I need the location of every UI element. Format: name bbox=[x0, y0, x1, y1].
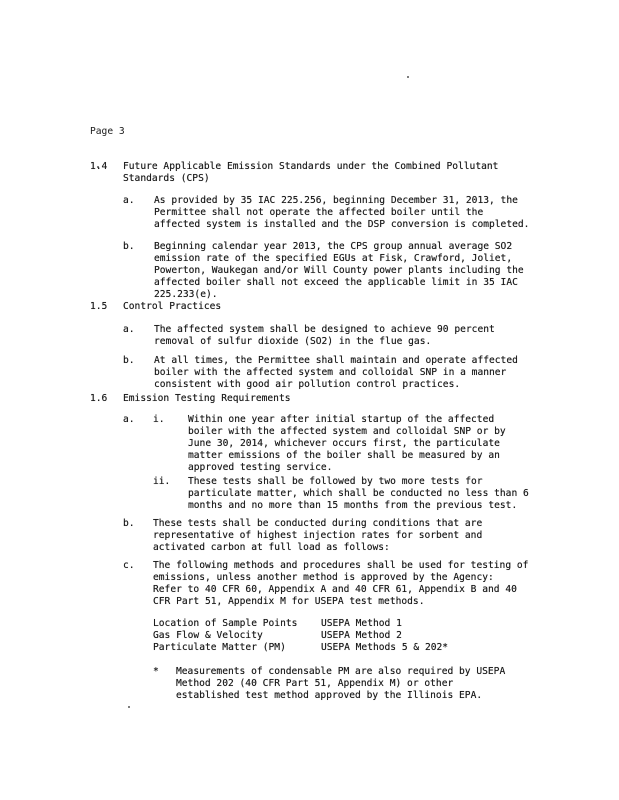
paragraph-line: representative of highest injection rates for sorbent and bbox=[153, 530, 483, 541]
footnote-line: Measurements of condensable PM are also required by USEPA bbox=[176, 666, 506, 677]
item-letter: b. bbox=[123, 355, 135, 366]
section-title: Control Practices bbox=[123, 301, 222, 312]
paragraph-line: affected boiler shall not exceed the applicable limit in 35 IAC bbox=[154, 277, 518, 288]
paragraph-line: removal of sulfur dioxide (SO2) in the flue gas. bbox=[154, 336, 432, 347]
scan-speck bbox=[407, 76, 409, 78]
paragraph-line: particulate matter, which shall be conducted no less than 6 bbox=[188, 488, 529, 499]
item-letter: b. bbox=[123, 518, 135, 529]
section-number: 1.5 bbox=[90, 301, 108, 312]
paragraph-line: The following methods and procedures shall be used for testing of bbox=[153, 560, 529, 571]
method-table-value: USEPA Methods 5 & 202* bbox=[321, 642, 449, 653]
section-title: Emission Testing Requirements bbox=[123, 393, 291, 404]
footnote-line: Method 202 (40 CFR Part 51, Appendix M) or other bbox=[176, 678, 454, 689]
scan-speck bbox=[128, 706, 130, 708]
paragraph-line: CFR Part 51, Appendix M for USEPA test methods. bbox=[153, 596, 425, 607]
subitem-number: ii. bbox=[153, 476, 171, 487]
method-table-label: Particulate Matter (PM) bbox=[153, 642, 286, 653]
paragraph-line: Permittee shall not operate the affected boiler until the bbox=[154, 207, 484, 218]
item-letter: c. bbox=[123, 560, 135, 571]
method-table-label: Location of Sample Points bbox=[153, 618, 298, 629]
section-number: 1.6 bbox=[90, 393, 108, 404]
item-letter: a. bbox=[123, 324, 135, 335]
paragraph-line: These tests shall be followed by two more tests for bbox=[188, 476, 483, 487]
paragraph-line: As provided by 35 IAC 225.256, beginning December 31, 2013, the bbox=[154, 195, 518, 206]
paragraph-line: Beginning calendar year 2013, the CPS group annual average SO2 bbox=[154, 241, 513, 252]
paragraph-line: matter emissions of the boiler shall be measured by an bbox=[188, 450, 500, 461]
paragraph-line: approved testing service. bbox=[188, 462, 333, 473]
method-table-value: USEPA Method 1 bbox=[321, 618, 402, 629]
paragraph-line: consistent with good air pollution control practices. bbox=[154, 379, 461, 390]
item-letter: b. bbox=[123, 241, 135, 252]
paragraph-line: 225.233(e). bbox=[154, 289, 218, 300]
subitem-number: i. bbox=[153, 414, 165, 425]
page-number: Page 3 bbox=[90, 126, 125, 137]
paragraph-line: boiler with the affected system and colloidal SNP or by bbox=[188, 426, 506, 437]
item-letter: a. bbox=[123, 195, 135, 206]
paragraph-line: affected system is installed and the DSP conversion is completed. bbox=[154, 219, 530, 230]
paragraph-line: June 30, 2014, whichever occurs first, the particulate bbox=[188, 438, 500, 449]
paragraph-line: The affected system shall be designed to achieve 90 percent bbox=[154, 324, 495, 335]
paragraph-line: activated carbon at full load as follows: bbox=[153, 542, 390, 553]
item-letter: a. bbox=[123, 414, 135, 425]
section-number: 1.4 bbox=[90, 161, 108, 172]
paragraph-line: These tests shall be conducted during conditions that are bbox=[153, 518, 483, 529]
paragraph-line: months and no more than 15 months from the previous test. bbox=[188, 500, 518, 511]
method-table-value: USEPA Method 2 bbox=[321, 630, 402, 641]
paragraph-line: At all times, the Permittee shall maintain and operate affected bbox=[154, 355, 518, 366]
paragraph-line: emissions, unless another method is approved by the Agency: bbox=[153, 572, 494, 583]
paragraph-line: Within one year after initial startup of the affected bbox=[188, 414, 495, 425]
paragraph-line: Refer to 40 CFR 60, Appendix A and 40 CFR 61, Appendix B and 40 bbox=[153, 584, 517, 595]
footnote-line: established test method approved by the Illinois EPA. bbox=[176, 690, 483, 701]
method-table-label: Gas Flow & Velocity bbox=[153, 630, 263, 641]
section-title: Future Applicable Emission Standards under the Combined Pollutant bbox=[123, 161, 499, 172]
paragraph-line: boiler with the affected system and colloidal SNP in a manner bbox=[154, 367, 507, 378]
section-title: Standards (CPS) bbox=[123, 173, 210, 184]
paragraph-line: Powerton, Waukegan and/or Will County power plants including the bbox=[154, 265, 524, 276]
footnote-marker: * bbox=[153, 666, 159, 677]
paragraph-line: emission rate of the specified EGUs at Fisk, Crawford, Joliet, bbox=[154, 253, 513, 264]
